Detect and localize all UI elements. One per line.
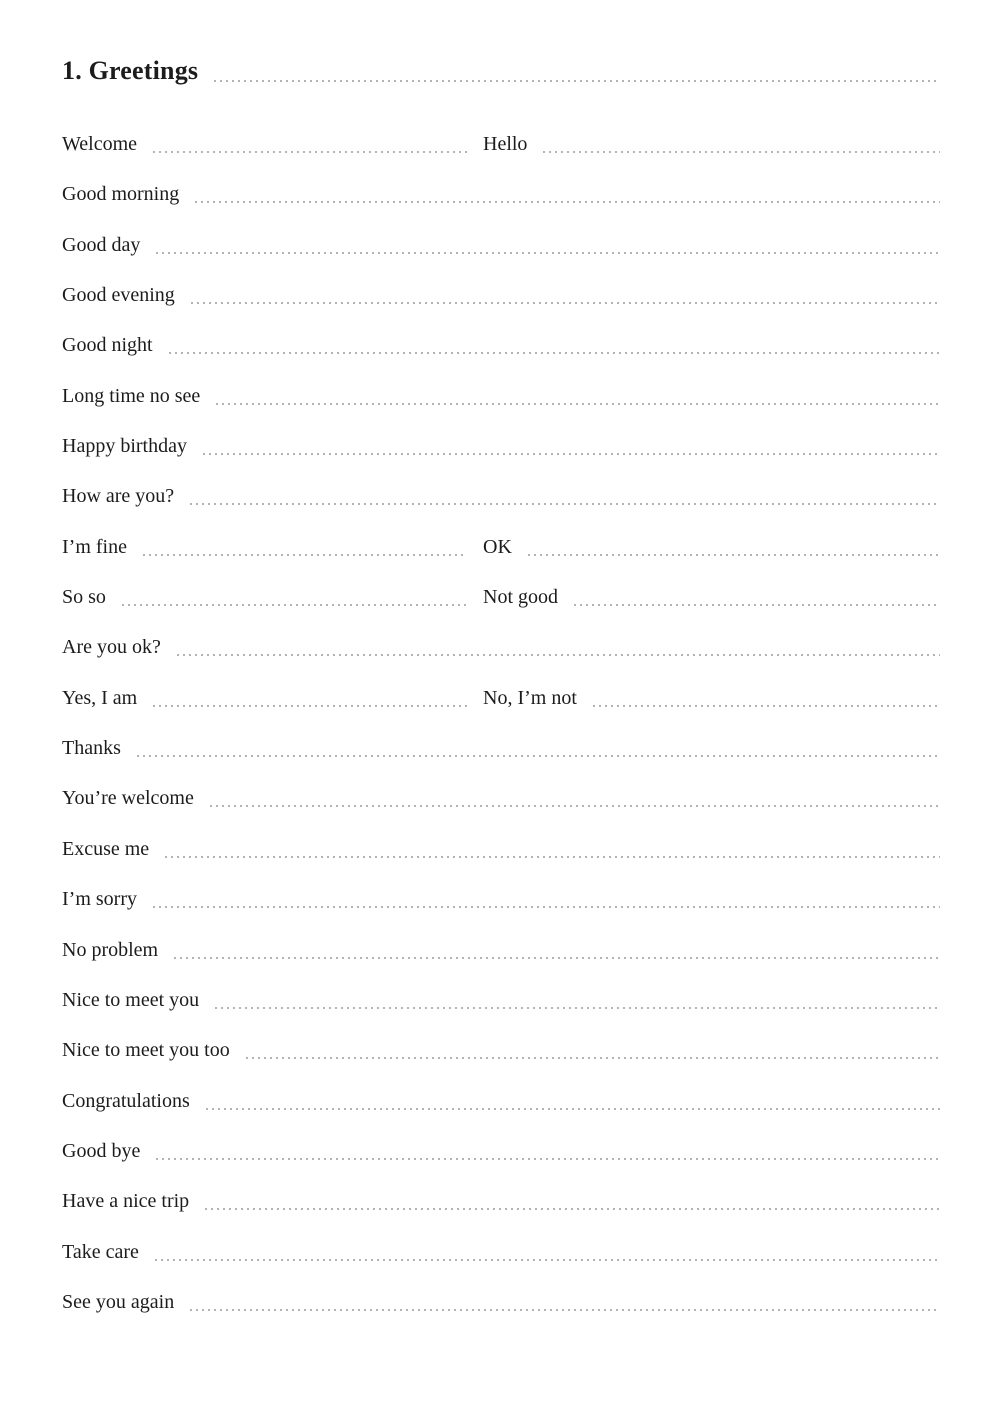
phrase-label: Not good (483, 586, 558, 609)
phrase-label: Hello (483, 133, 528, 155)
answer-blank-line (205, 1208, 940, 1210)
phrase-row (62, 928, 940, 978)
phrase-label: Long time no see (62, 384, 201, 407)
answer-blank-line (190, 503, 940, 505)
phrase-row (62, 575, 940, 625)
phrase-label: Thanks (62, 737, 121, 760)
phrase-label: Yes, I am (62, 686, 138, 709)
phrase-row (62, 877, 940, 927)
phrase-row (62, 273, 940, 323)
phrase-row (62, 474, 940, 524)
phrase-row (62, 1179, 940, 1229)
phrase-row (62, 172, 940, 222)
phrase-cell-right (483, 586, 940, 609)
phrase-row (62, 827, 940, 877)
phrase-row (62, 625, 940, 675)
phrase-row (62, 323, 940, 373)
answer-blank-line (153, 906, 940, 908)
answer-blank-line (574, 604, 940, 606)
phrase-row (62, 776, 940, 826)
page-title: 1. Greetings (62, 56, 199, 85)
title-answer-blank-line (214, 80, 940, 82)
phrase-list (62, 122, 940, 1330)
phrase-label: How are you? (62, 485, 175, 508)
answer-blank-line (191, 302, 940, 304)
phrase-label: Good day (62, 233, 141, 256)
phrase-cell-right (483, 133, 940, 156)
answer-blank-line (169, 352, 940, 354)
phrase-row (62, 1230, 940, 1280)
phrase-label: No, I’m not (483, 686, 577, 709)
phrase-label: No problem (62, 938, 159, 961)
phrase-label: Happy birthday (62, 435, 187, 458)
phrase-cell-left (62, 687, 467, 710)
phrase-row (62, 726, 940, 776)
answer-blank-line (206, 1108, 940, 1110)
answer-blank-line (215, 1007, 940, 1009)
phrase-label: I’m fine (62, 535, 127, 558)
phrase-label: Have a nice trip (62, 1190, 190, 1213)
answer-blank-line (543, 151, 940, 153)
phrase-label: Excuse me (62, 837, 150, 860)
phrase-cell-right (483, 687, 940, 710)
phrase-cell-left (62, 586, 467, 609)
phrase-label: Take care (62, 1240, 139, 1263)
phrase-row (62, 525, 940, 575)
phrase-label: I’m sorry (62, 888, 137, 911)
phrase-cell-right (483, 536, 940, 559)
answer-blank-line (174, 957, 940, 959)
phrase-label: Good bye (62, 1139, 141, 1162)
answer-blank-line (177, 654, 940, 656)
phrase-label: Nice to meet you (62, 988, 200, 1011)
answer-blank-line (153, 151, 467, 153)
answer-blank-line (155, 1259, 940, 1261)
phrase-row (62, 1129, 940, 1179)
answer-blank-line (210, 805, 940, 807)
phrase-label: Welcome (62, 133, 138, 155)
answer-blank-line (190, 1309, 940, 1311)
answer-blank-line (156, 252, 940, 254)
phrase-row (62, 424, 940, 474)
phrase-row (62, 1079, 940, 1129)
answer-blank-line (203, 453, 940, 455)
phrase-row (62, 1028, 940, 1078)
phrase-row (62, 978, 940, 1028)
phrase-row (62, 122, 940, 172)
phrase-label: Good morning (62, 183, 180, 206)
title-row (62, 56, 940, 86)
phrase-label: Are you ok? (62, 636, 161, 659)
phrase-row (62, 676, 940, 726)
answer-blank-line (143, 554, 467, 556)
answer-blank-line (122, 604, 467, 606)
phrase-label: So so (62, 586, 106, 609)
answer-blank-line (216, 403, 940, 405)
answer-blank-line (156, 1158, 940, 1160)
phrase-label: See you again (62, 1290, 175, 1313)
answer-blank-line (137, 755, 940, 757)
answer-blank-line (528, 554, 940, 556)
phrase-label: Good night (62, 334, 153, 357)
phrase-label: You’re welcome (62, 787, 194, 810)
phrase-label: Good evening (62, 284, 175, 307)
answer-blank-line (153, 705, 467, 707)
phrase-cell-left (62, 536, 467, 559)
phrase-row (62, 1280, 940, 1330)
phrase-label: Nice to meet you too (62, 1039, 230, 1062)
phrase-label: Congratulations (62, 1089, 190, 1112)
phrase-cell-left (62, 133, 467, 156)
answer-blank-line (165, 856, 940, 858)
phrase-row (62, 223, 940, 273)
answer-blank-line (195, 201, 940, 203)
answer-blank-line (593, 705, 940, 707)
phrase-label: OK (483, 535, 512, 558)
phrase-row (62, 374, 940, 424)
answer-blank-line (246, 1057, 940, 1059)
